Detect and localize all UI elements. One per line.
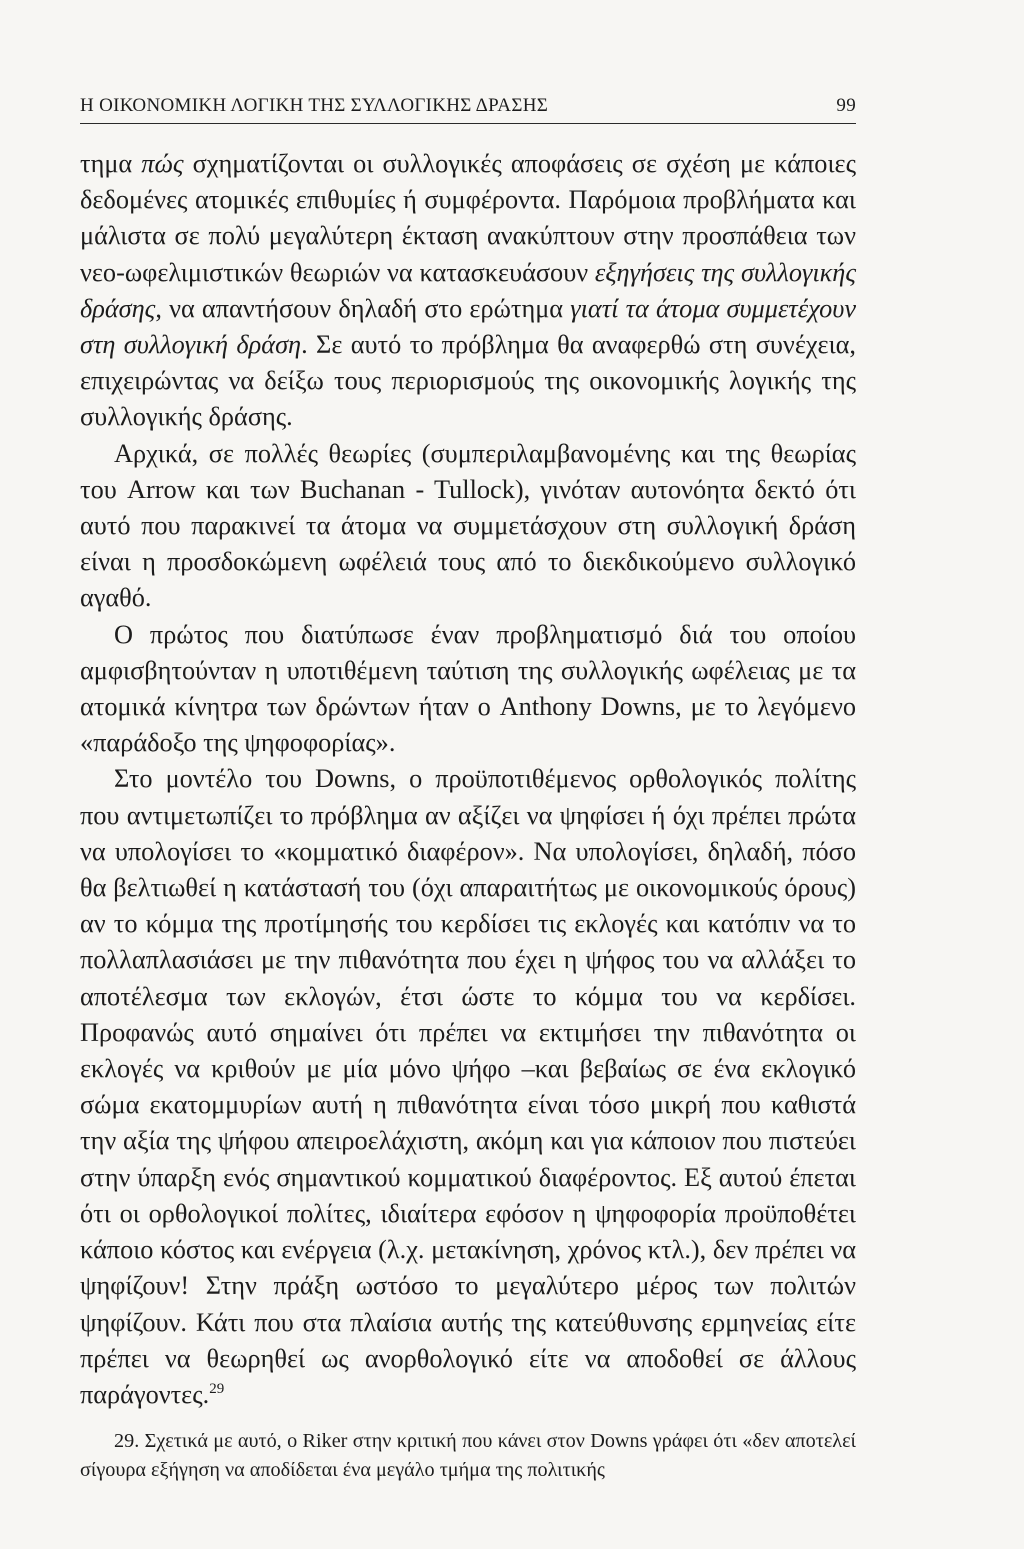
- paragraph-2: Αρχικά, σε πολλές θεωρίες (συμπεριλαμβανομένης και της θεωρίας του Arrow και των Buchanan - Tullock), γινόταν αυτονόητα δεκτό ότι αυτό που παρακινεί τα άτομα να συμμετάσχουν στη συλλογική δράση είναι η προσδοκώμενη ωφέλειά τους από το διεκδικούμενο συλλογικό αγαθό.: [80, 438, 856, 613]
- italic-run: γιατί τα άτομα συμμετέχουν στη συλλογική δράση: [80, 293, 856, 360]
- text-run: τημα: [80, 149, 142, 178]
- paragraph-1: [80, 146, 856, 436]
- text-run: , να απαντήσουν δηλαδή στο ερώτημα: [155, 293, 571, 323]
- footnote-text: Σχετικά με αυτό, ο Riker στην κριτική που κάνει στον Downs γράφει ότι «δεν αποτελεί σίγουρα εξήγηση να αποδίδεται ένα μεγάλο τμήμα της πολιτικής: [80, 1430, 856, 1482]
- footnote-29: [80, 1427, 856, 1485]
- italic-run: πώς: [141, 149, 184, 178]
- book-page: [80, 95, 856, 1485]
- footnote-reference[interactable]: 29: [209, 1381, 225, 1398]
- running-header: [80, 95, 856, 124]
- text-run: . Σε αυτό το πρόβλημα θα αναφερθώ στη συνέχεια, επιχειρώντας να δείξω τους περιορισμούς της οικονομικής λογικής της συλλογικής δράσης.: [80, 330, 856, 432]
- italic-run: εξηγήσεις της συλλογικής δράσης: [80, 257, 856, 323]
- text-run: σχηματίζονται οι συλλογικές αποφάσεις σε σχέση με κάποιες δεδομένες ατομικές επιθυμίες ή συμφέροντα. Παρόμοια προβλήματα και μάλιστα σε πολύ μεγαλύτερη έκταση ανακύπτουν στην προσπάθεια των νεο-ωφελιμιστικών θεωριών να κατασκευάσουν: [80, 149, 856, 287]
- page-number: 99: [836, 95, 856, 116]
- footnote-number: 29.: [114, 1430, 140, 1453]
- text-run: Στο μοντέλο του Downs, ο προϋποτιθέμενος ορθολογικός πολίτης που αντιμετωπίζει το πρόβλημα αν αξίζει να ψηφίσει ή όχι πρέπει πρώτα να υπολογίσει το «κομματικό διαφέρον». Να υπολογίσει, δηλαδή, πόσο θα βελτιωθεί η κατάστασή του (όχι απαραιτήτως με οικονομικούς όρους) αν το κόμμα της προτίμησής του κερδίσει τις εκλογές και κατόπιν να το πολλαπλασιάσει με την πιθανότητα που έχει η ψήφος του να αλλάξει το αποτέλεσμα των εκλογών, έτσι ώστε το κόμμα του να κερδίσει. Προφανώς αυτό σημαίνει ότι πρέπει να εκτιμήσει την πιθανότητα οι εκλογές να κριθούν με μία μόνο ψήφο –και βεβαίως σε ένα εκλογικό σώμα εκατομμυρίων αυτή η πιθανότητα είναι τόσο μικρή που καθιστά την αξία της ψήφου απειροελάχιστη, ακόμη και για κάποιον που πιστεύει στην ύπαρξη ενός σημαντικού κομματικού διαφέροντος. Εξ αυτού έπεται ότι οι ορθολογικοί πολίτες, ιδιαίτερα εφόσον η ψηφοφορία προϋποθέτει κάποιο κόστος και ενέργεια (λ.χ. μετακίνηση, χρόνος κτλ.), δεν πρέπει να ψηφίζουν! Στην πράξη ωστόσο το μεγαλύτερο μέρος των πολιτών ψηφίζουν. Κάτι που στα πλαίσια αυτής της κατεύθυνσης ερμηνείας είτε πρέπει να θεωρηθεί ως ανορθολογικό είτε να αποδοθεί σε άλλους παράγοντες.: [80, 764, 856, 1409]
- running-title: Η ΟΙΚΟΝΟΜΙΚΗ ΛΟΓΙΚΗ ΤΗΣ ΣΥΛΛΟΓΙΚΗΣ ΔΡΑΣΗΣ: [80, 95, 549, 116]
- paragraph-3: Ο πρώτος που διατύπωσε έναν προβληματισμό διά του οποίου αμφισβητούνταν η υποτιθέμενη ταύτιση της συλλογικής ωφέλειας με τα ατομικά κίνητρα των δρώντων ήταν ο Anthony Downs, με το λεγόμενο «παράδοξο της ψηφοφορίας».: [80, 619, 856, 758]
- body-text: [80, 146, 856, 1413]
- paragraph-4: [80, 761, 856, 1413]
